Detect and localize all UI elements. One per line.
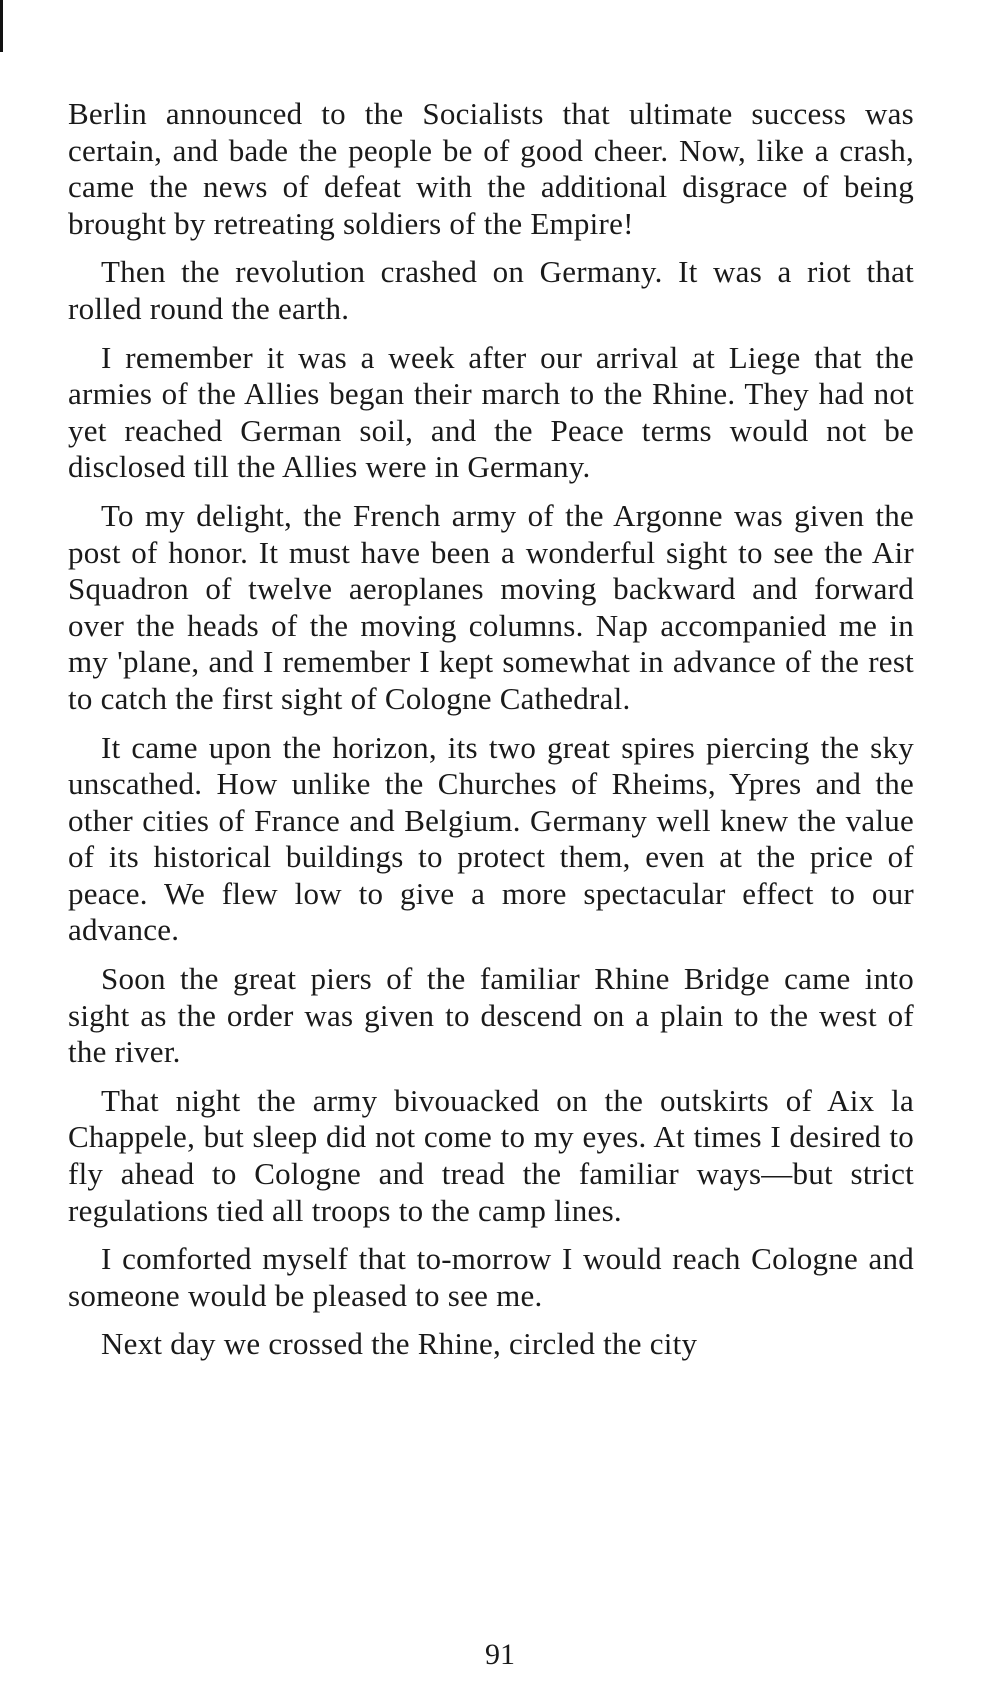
paragraph-2: Then the revolution crashed on Germany. It was a riot that rolled round the earth. [68,254,914,326]
paragraph-1: Berlin announced to the Socialists that ultimate success was certain, and bade the people be of good cheer. Now, like a crash, came the news of defeat with the additional disgrace of being brought by retreating soldiers of the Empire! [68,96,914,241]
paragraph-8: I comforted myself that to-morrow I would reach Cologne and someone would be pleased to see me. [68,1241,914,1313]
paragraph-7: That night the army bivouacked on the outskirts of Aix la Chappele, but sleep did not come to my eyes. At times I desired to fly ahead to Cologne and tread the familiar ways—but strict regulations tied all troops to the camp lines. [68,1082,914,1228]
paragraph-3: I remember it was a week after our arrival at Liege that the armies of the Allies began their march to the Rhine. They had not yet reached German soil, and the Peace terms would not be disclosed till the Allies were in Germany. [68,339,914,485]
page-body [68,96,914,1375]
paragraph-9: Next day we crossed the Rhine, circled the city [101,1326,698,1362]
paragraph-4: To my delight, the French army of the Argonne was given the post of honor. It must have been a wonderful sight to see the Air Squadron of twelve aeroplanes moving backward and forward over the heads of the moving columns. Nap accompanied me in my 'plane, and I remember I kept somewhat in advance of the rest to catch the first sight of Cologne Cathedral. [68,497,914,716]
scan-edge-mark [0,0,3,52]
page-number: 91 [485,1638,515,1671]
paragraph-5: It came upon the horizon, its two great spires piercing the sky unscathed. How unlike the Churches of Rheims, Ypres and the other cities of France and Belgium. Germany well knew the value of its historical buildings to protect them, even at the price of peace. We flew low to give a more spectacular effect to our advance. [68,729,914,948]
paragraph-6: Soon the great piers of the familiar Rhine Bridge came into sight as the order was given to descend on a plain to the west of the river. [68,961,914,1070]
